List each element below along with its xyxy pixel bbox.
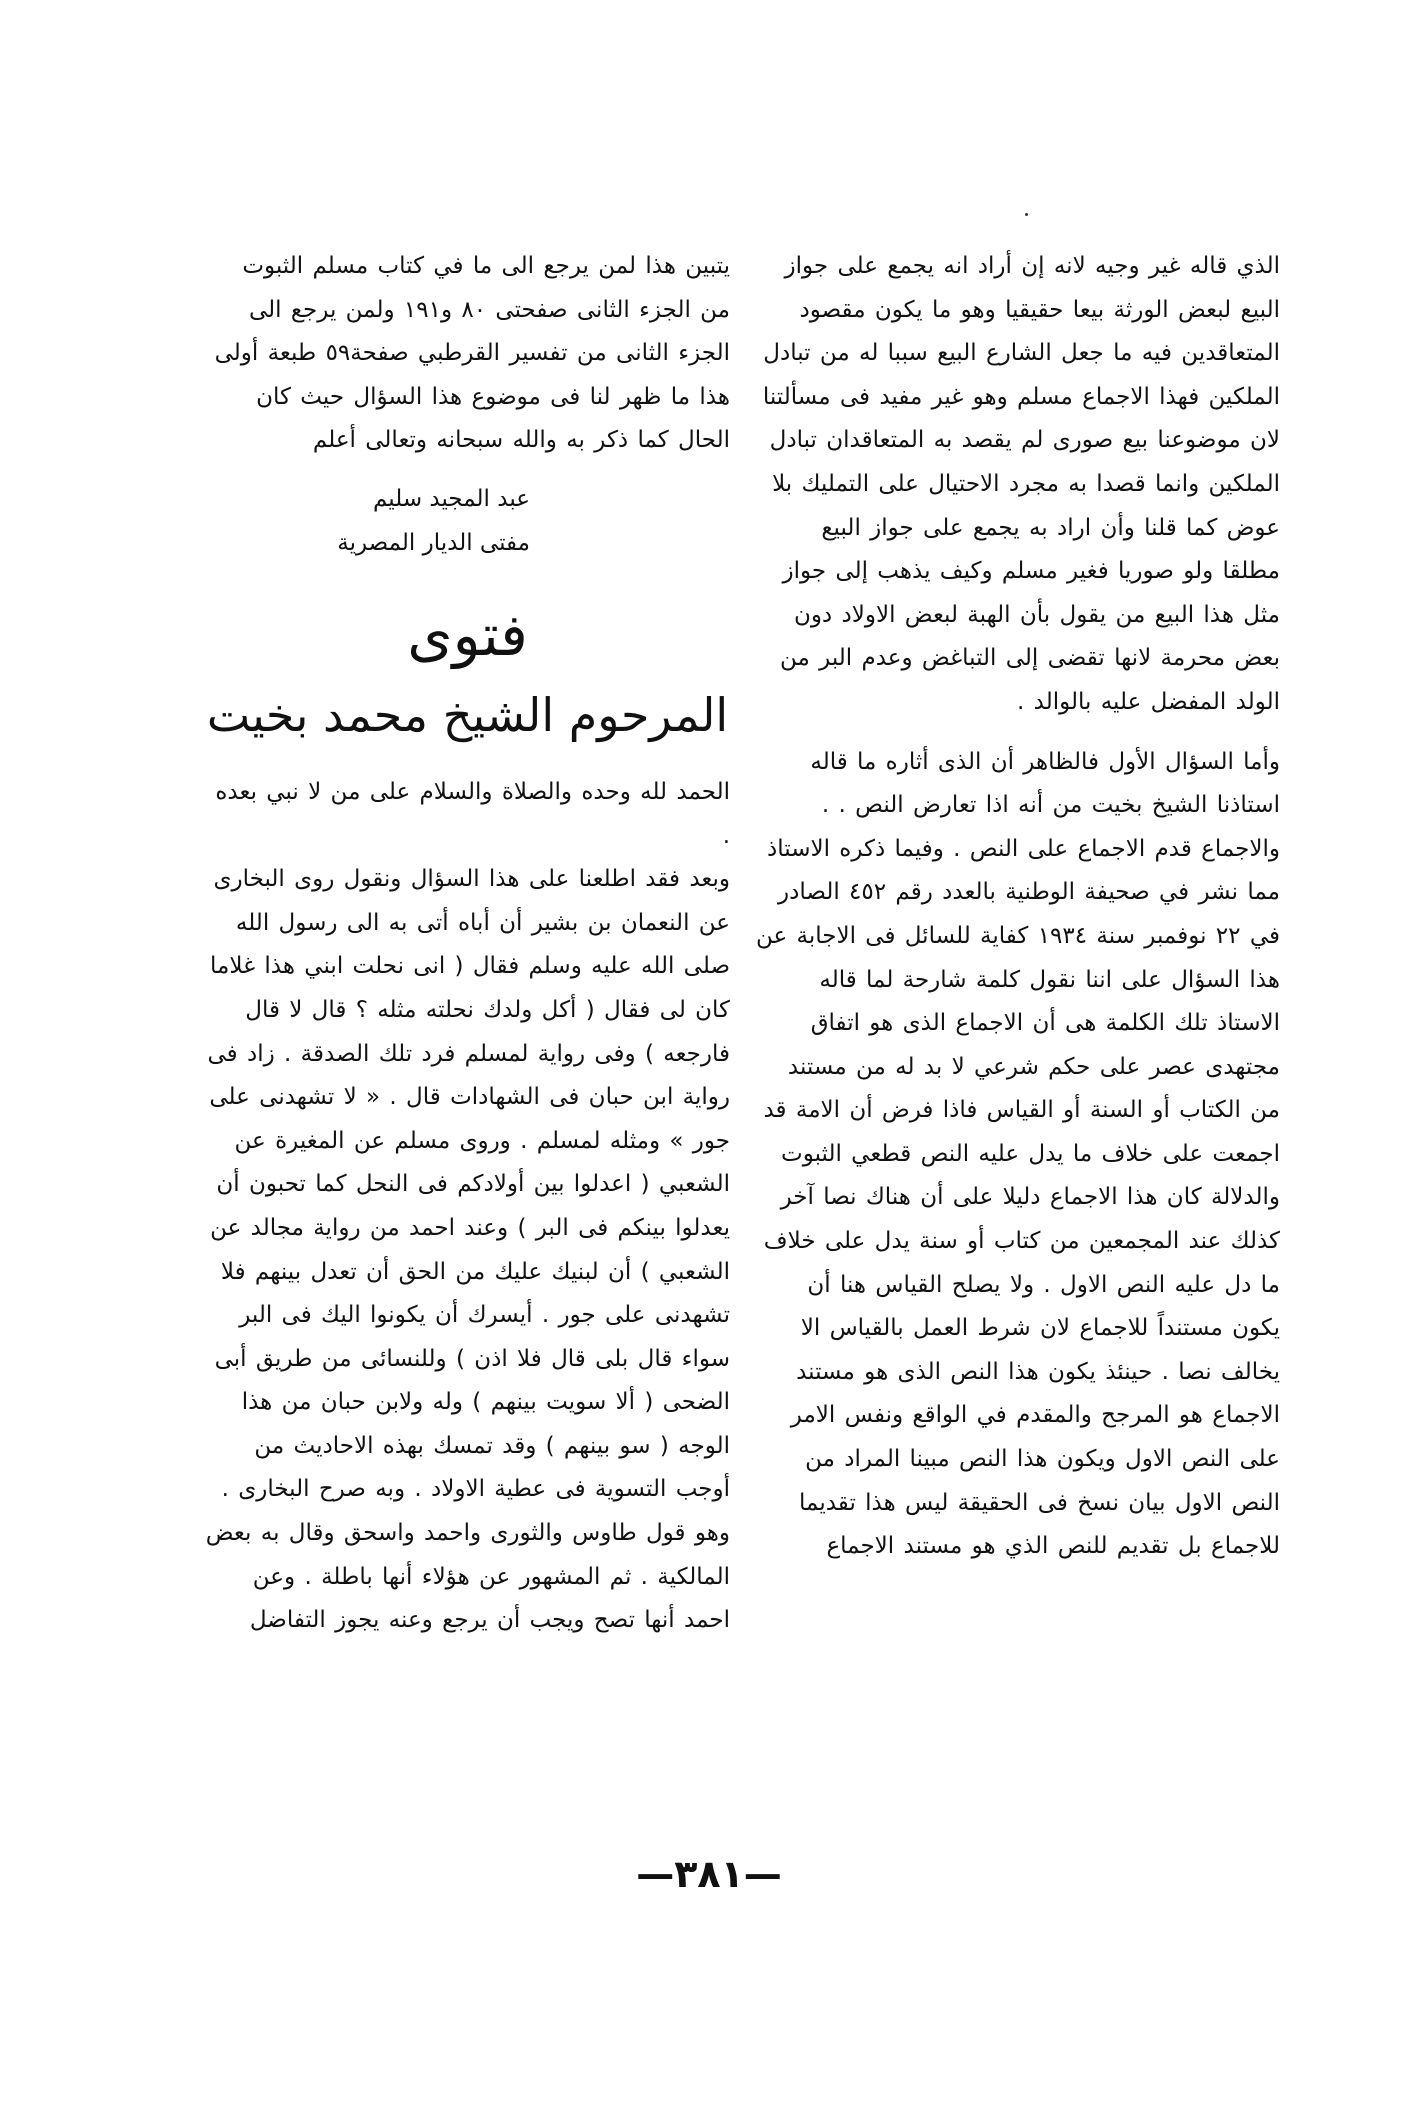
page-number: —٣٨١— xyxy=(636,1852,782,1896)
ink-dot xyxy=(1025,213,1028,216)
fatwa-heading: فتوى xyxy=(407,600,528,669)
left-column xyxy=(205,245,730,1643)
signature-block xyxy=(205,477,730,565)
right-paragraph-2: وأما السؤال الأول فالظاهر أن الذى أثاره ما قاله استاذنا الشيخ بخيت من أنه اذا تعارض النص . . والاجماع قدم الاجماع على النص . وفيما ذكره الاستاذ مما نشر في صحيفة الوطنية بالعدد رقم ٤٥٢ الصادر في ٢٢ نوفمبر سنة ١٩٣٤ كفاية للسائل فى الاجابة عن هذا السؤال على اننا نقول كلمة شارحة لما قاله الاستاذ تلك الكلمة هى أن الاجماع الذى هو اتفاق مجتهدى عصر على حكم شرعي لا بد له من مستند من الكتاب أو السنة أو القياس فاذا فرض أن الامة قد اجمعت على خلاف ما يدل عليه النص قطعي الثبوت والدلالة كان هذا الاجماع دليلا على أن هناك نصا آخر كذلك عند المجمعين من كتاب أو سنة يدل على خلاف ما دل عليه النص الاول . ولا يصلح القياس هنا أن يكون مستنداً للاجماع لان شرط العمل بالقياس الا يخالف نصا . حينئذ يكون هذا النص الذى هو مستند الاجماع هو المرجح والمقدم في الواقع ونفس الامر على النص الاول ويكون هذا النص مبينا المراد من النص الاول بيان نسخ فى الحقيقة ليس هذا تقديما للاجماع بل تقديم للنص الذي هو مستند الاجماع xyxy=(755,748,1280,1560)
left-paragraph-2: هذا ما ظهر لنا فى موضوع هذا السؤال حيث كان الحال كما ذكر به والله سبحانه وتعالى أعلم xyxy=(256,383,730,454)
signature-title: مفتى الديار المصرية xyxy=(337,529,530,556)
left-paragraph-1: يتبين هذا لمن يرجع الى ما في كتاب مسلم الثبوت من الجزء الثانى صفحتى ٨٠ و١٩١ ولمن يرجع الى الجزء الثانى من تفسير القرطبي صفحة٥٩ طبعة أولى xyxy=(214,253,730,367)
right-paragraph-1: الذي قاله غير وجيه لانه إن أراد انه يجمع على جواز البيع لبعض الورثة بيعا حقيقيا وهو ما يكون مقصود المتعاقدين فيه ما جعل الشارع البيع سببا له من تبادل الملكين فهذا الاجماع مسلم وهو غير مفيد فى مسألتنا لان موضوعنا بيع صورى لم يقصد به المتعاقدان تبادل الملكين وانما قصدا به مجرد الاحتيال على التمليك بلا عوض كما قلنا وأن اراد به يجمع على جواز البيع مطلقا ولو صوريا فغير مسلم وكيف يذهب إلى جواز مثل هذا البيع من يقول بأن الهبة لبعض الاولاد دون بعض محرمة لانها تقضى إلى التباغض وعدم البر من الولد المفضل عليه بالوالد . xyxy=(762,253,1280,715)
left-paragraph-4: وبعد فقد اطلعنا على هذا السؤال ونقول روى البخارى عن النعمان بن بشير أن أباه أتى به الى رسول الله صلى الله عليه وسلم فقال ( انى نحلت ابني هذا غلاما كان لى فقال ( أكل ولدك نحلته مثله ؟ قال لا قال فارجعه ) وفى رواية لمسلم فرد تلك الصدقة . زاد فى رواية ابن حبان فى الشهادات قال . « لا تشهدنى على جور » ومثله لمسلم . وروى مسلم عن المغيرة عن الشعبي ( اعدلوا بين أولادكم فى النحل كما تحبون أن يعدلوا بينكم فى البر ) وعند احمد من رواية مجالد عن الشعبي ) أن لبنيك عليك من الحق أن تعدل بينهم فلا تشهدنى على جور . أيسرك أن يكونوا اليك فى البر سواء قال بلى قال فلا اذن ) وللنسائى من طريق أبى الضحى ( ألا سويت بينهم ) وله ولابن حبان من هذا الوجه ( سو بينهم ) وقد تمسك بهذه الاحاديث من أوجب التسوية فى عطية الاولاد . وبه صرح البخارى . وهو قول طاوس والثورى واحمد واسحق وقال به بعض المالكية . ثم المشهور عن هؤلاء أنها باطلة . وعن احمد أنها تصح ويجب أن يرجع وعنه يجوز التفاضل xyxy=(205,866,730,1634)
signature-name: عبد المجيد سليم xyxy=(372,485,530,512)
right-column xyxy=(755,245,1280,1569)
left-paragraph-3: الحمد لله وحده والصلاة والسلام على من لا نبي بعده . xyxy=(215,778,730,849)
fatwa-author-heading: المرحوم الشيخ محمد بخيت xyxy=(206,687,729,742)
